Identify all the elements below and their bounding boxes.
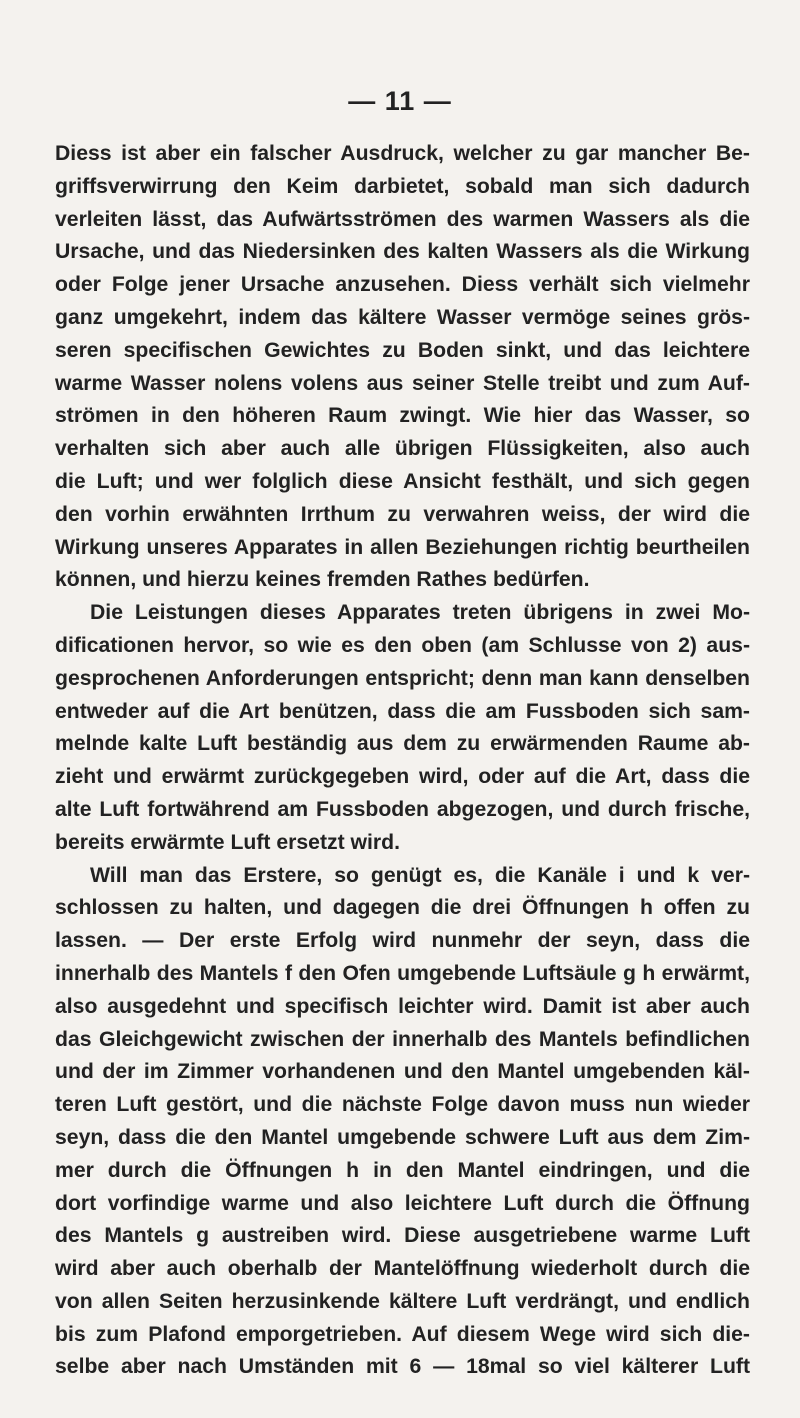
text-line: dificationen hervor, so wie es den oben (am Schlusse von 2) aus- (55, 633, 750, 657)
text-line: also ausgedehnt und specifisch leichter wird. Damit ist aber auch (55, 994, 750, 1018)
text-line: melnde kalte Luft beständig aus dem zu erwärmenden Raume ab- (55, 732, 750, 756)
text-line: Wirkung unseres Apparates in allen Beziehungen richtig beurtheilen (55, 535, 750, 559)
text-line: die Luft; und wer folglich diese Ansicht festhält, und sich gegen (55, 469, 750, 493)
text-line: Diess ist aber ein falscher Ausdruck, welcher zu gar mancher Be- (55, 142, 750, 165)
page-number: — 11 — (348, 86, 452, 116)
text-line: Ursache, und das Niedersinken des kalten Wassers als die Wirkung (55, 240, 750, 264)
text-line: seren specifischen Gewichtes zu Boden sinkt, und das leichtere (55, 338, 750, 362)
text-line: mer durch die Öffnungen h in den Mantel eindringen, und die (55, 1158, 750, 1182)
text-line: oder Folge jener Ursache anzusehen. Diess verhält sich vielmehr (55, 273, 750, 297)
text-line: wird aber auch oberhalb der Mantelöffnung wiederholt durch die (55, 1257, 750, 1281)
text-line: Die Leistungen dieses Apparates treten übrigens in zwei Mo- (90, 601, 750, 625)
text-line: bereits erwärmte Luft ersetzt wird. (55, 830, 400, 854)
text-line: schlossen zu halten, und dagegen die drei Öffnungen h offen zu (55, 896, 750, 920)
body-text (55, 138, 750, 1384)
text-line: verhalten sich aber auch alle übrigen Flüssigkeiten, also auch (55, 437, 750, 461)
text-line: teren Luft gestört, und die nächste Folge davon muss nun wieder (55, 1093, 750, 1117)
text-line: von allen Seiten herzusinkende kältere Luft verdrängt, und endlich (55, 1289, 750, 1313)
text-line: griffsverwirrung den Keim darbietet, sobald man sich dadurch (55, 174, 750, 198)
text-line: selbe aber nach Umständen mit 6 — 18mal so viel kälterer Luft (55, 1355, 750, 1379)
text-line: gesprochenen Anforderungen entspricht; denn man kann denselben (55, 666, 750, 690)
text-line: ganz umgekehrt, indem das kältere Wasser vermöge seines grös- (55, 305, 750, 329)
text-line: seyn, dass die den Mantel umgebende schwere Luft aus dem Zim- (55, 1125, 750, 1149)
text-line: warme Wasser nolens volens aus seiner Stelle treibt und zum Auf- (55, 371, 750, 395)
text-line: lassen. — Der erste Erfolg wird nunmehr der seyn, dass die (55, 929, 750, 953)
text-line: bis zum Plafond emporgetrieben. Auf diesem Wege wird sich die- (55, 1322, 750, 1346)
text-line: dort vorfindige warme und also leichtere Luft durch die Öffnung (55, 1191, 750, 1215)
text-line: entweder auf die Art benützen, dass die am Fussboden sich sam- (55, 699, 750, 723)
text-line: und der im Zimmer vorhandenen und den Mantel umgebenden käl- (55, 1060, 750, 1084)
text-line: strömen in den höheren Raum zwingt. Wie hier das Wasser, so (55, 404, 750, 428)
text-line: des Mantels g austreiben wird. Diese ausgetriebene warme Luft (55, 1224, 750, 1248)
text-line: das Gleichgewicht zwischen der innerhalb des Mantels befindlichen (55, 1027, 750, 1051)
text-line: innerhalb des Mantels f den Ofen umgebende Luftsäule g h erwärmt, (55, 961, 750, 985)
text-line: verleiten lässt, das Aufwärtsströmen des warmen Wassers als die (55, 207, 750, 231)
text-line: Will man das Erstere, so genügt es, die Kanäle i und k ver- (90, 863, 750, 887)
text-line: alte Luft fortwährend am Fussboden abgezogen, und durch frische, (55, 797, 750, 821)
text-line: zieht und erwärmt zurückgegeben wird, oder auf die Art, dass die (55, 765, 750, 789)
text-line: können, und hierzu keines fremden Rathes bedürfen. (55, 568, 590, 592)
text-line: den vorhin erwähnten Irrthum zu verwahren weiss, der wird die (55, 502, 750, 526)
